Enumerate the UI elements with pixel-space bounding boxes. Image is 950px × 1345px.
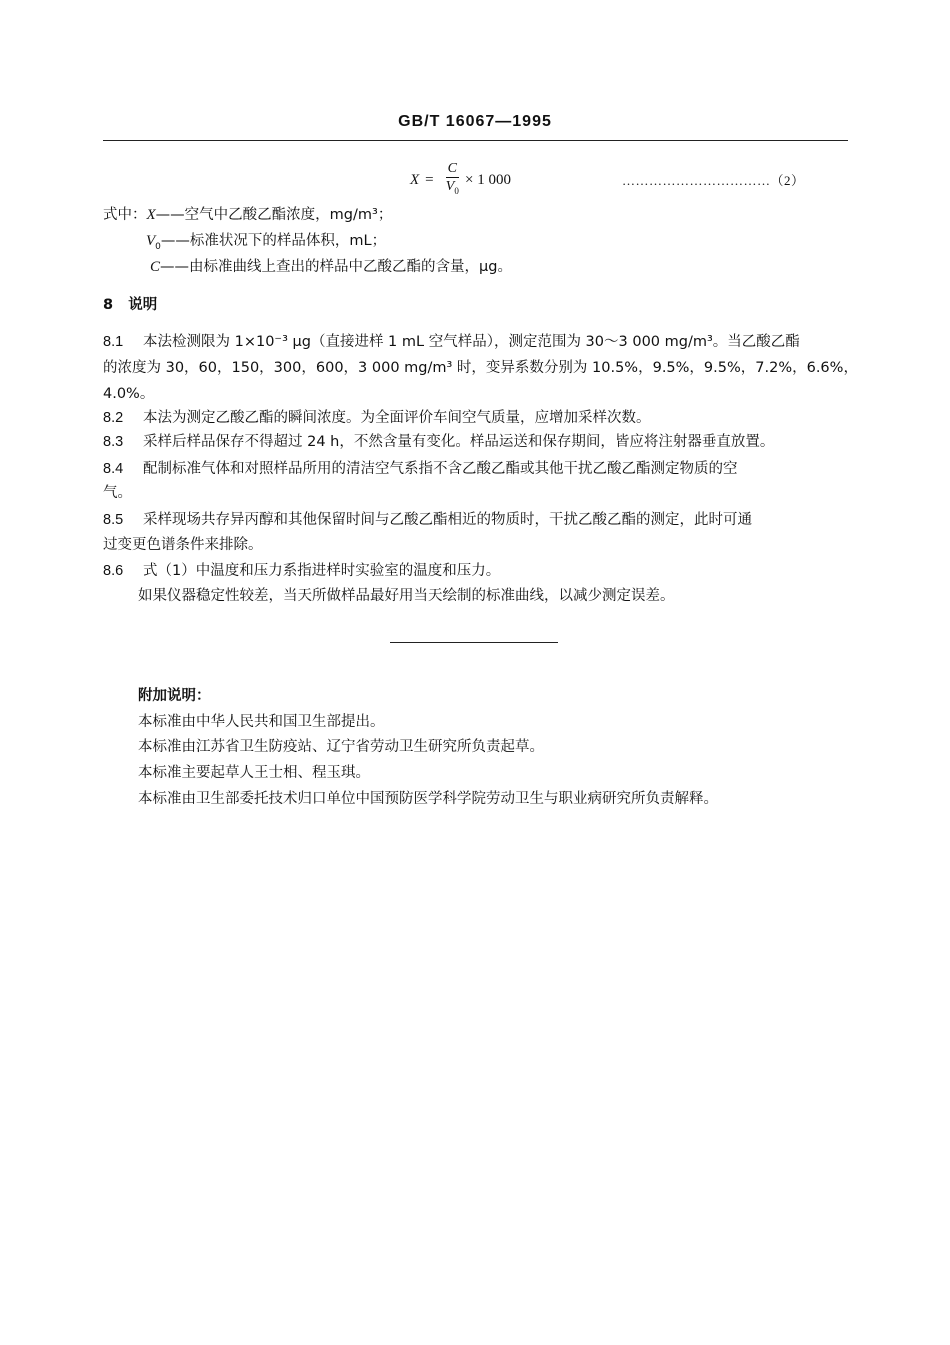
formula-fraction [446,160,459,200]
para-8-1-line-1: 8.1 本法检测限为 1×10⁻³ μg（直接进样 1 mL 空气样品），测定范围为 30～3 000 mg/m³。当乙酸乙酯 [103,334,800,350]
legend-line-v0: $V_0——$标准状况下的样品体积，mL； [146,233,387,252]
para-8-3: 8.3 采样后样品保存不得超过 24 h，不然含量有变化。样品运送和保存期间，皆应将注射器垂直放置。 [103,434,775,450]
para-8-5-line-2: 过变更色谱条件来排除。 [103,537,263,553]
section-heading: 8 说明 [103,297,158,313]
document-header: GB/T 16067—1995 [398,113,552,130]
para-8-5-line-1: 8.5 采样现场共存异丙醇和其他保留时间与乙酸乙酯相近的物质时，干扰乙酸乙酯的测定，此时可通 [103,512,752,528]
para-8-6-line-1: 8.6 式（1）中温度和压力系指进样时实验室的温度和压力。 [103,563,501,579]
formula-2 [410,160,511,200]
para-8-1-line-2: 的浓度为 30，60，150，300，600，3 000 mg/m³ 时，变异系数分别为 10.5%，9.5%，9.5%，7.2%，6.6%， [103,360,858,376]
additional-line-1: 本标准由中华人民共和国卫生部提出。 [138,714,385,730]
formula-lhs: X [410,171,420,188]
legend-line-x: 式中：X——空气中乙酸乙酯浓度，mg/m³； [103,207,393,223]
para-8-1-line-3: 4.0%。 [103,386,155,402]
formula-equals: = [425,171,434,188]
para-8-6-line-2: 如果仪器稳定性较差，当天所做样品最好用当天绘制的标准曲线，以减少测定误差。 [138,588,675,604]
additional-line-4: 本标准由卫生部委托技术归口单位中国预防医学科学院劳动卫生与职业病研究所负责解释。 [138,791,718,807]
para-8-4-line-1: 8.4 配制标准气体和对照样品所用的清洁空气系指不含乙酸乙酯或其他干扰乙酸乙酯测定物质的空 [103,461,738,477]
formula-multiplier: × 1 000 [464,171,511,188]
additional-line-2: 本标准由江苏省卫生防疫站、辽宁省劳动卫生研究所负责起草。 [138,739,544,755]
formula-denominator: $V_0$ [445,179,459,196]
para-8-2: 8.2 本法为测定乙酸乙酯的瞬间浓度。为全面评价车间空气质量，应增加采样次数。 [103,410,651,426]
formula-numerator: C [447,161,457,177]
additional-line-3: 本标准主要起草人王士相、程玉琪。 [138,765,370,781]
para-8-4-line-2: 气。 [103,485,132,501]
legend-line-c: C——由标准曲线上查出的样品中乙酸乙酯的含量，μg。 [150,259,512,275]
legend-prefix: 式中： [103,207,147,223]
equation-number: ……………………………（2） [622,173,805,188]
additional-title: 附加说明： [138,688,211,704]
header-rule [103,140,848,141]
end-rule [390,642,558,643]
